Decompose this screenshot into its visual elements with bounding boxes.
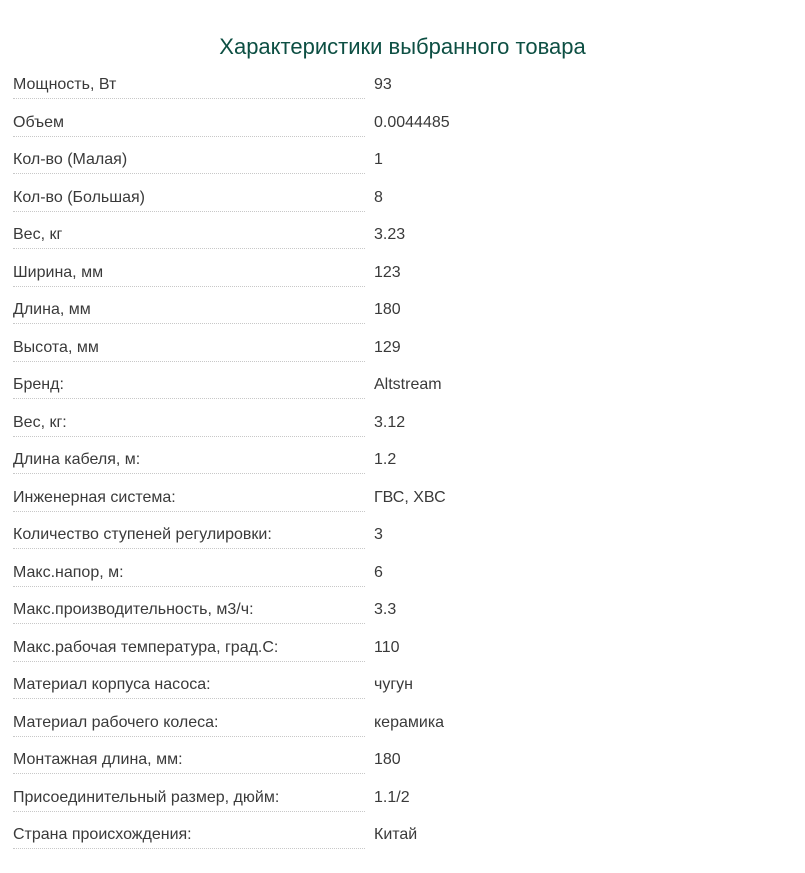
- spec-value: Altstream: [374, 376, 442, 393]
- spec-row: [10, 780, 800, 818]
- spec-row: [10, 67, 800, 105]
- spec-row: [10, 667, 800, 705]
- spec-label: Вес, кг:: [13, 405, 365, 437]
- spec-row: [10, 180, 800, 218]
- spec-value: 180: [374, 301, 401, 318]
- spec-value: 0.0044485: [374, 113, 450, 131]
- spec-label: Страна происхождения:: [13, 817, 365, 849]
- spec-value: 8: [374, 188, 383, 206]
- spec-value: 123: [374, 263, 401, 281]
- spec-row: [10, 442, 800, 480]
- spec-row: [10, 142, 800, 180]
- spec-label: Вес, кг: [13, 217, 365, 249]
- spec-label: Ширина, мм: [13, 255, 365, 287]
- spec-value: 3.12: [374, 413, 406, 431]
- spec-label: Высота, мм: [13, 330, 365, 362]
- spec-value: 3: [374, 526, 383, 543]
- spec-label: Макс.напор, м:: [13, 555, 365, 587]
- spec-row: [10, 105, 800, 143]
- spec-label: Длина, мм: [13, 292, 365, 324]
- spec-label: Монтажная длина, мм:: [13, 742, 365, 774]
- spec-label: Бренд:: [13, 367, 365, 399]
- spec-row: [10, 367, 800, 405]
- spec-row: [10, 592, 800, 630]
- spec-label: Длина кабеля, м:: [13, 442, 365, 474]
- spec-row: [10, 480, 800, 518]
- spec-value: 1: [374, 151, 383, 168]
- spec-row: [10, 405, 800, 443]
- spec-row: [10, 630, 800, 668]
- spec-value: 129: [374, 338, 401, 356]
- spec-row: [10, 217, 800, 255]
- spec-value: 3.23: [374, 226, 406, 243]
- spec-value: чугун: [374, 676, 414, 693]
- spec-value: 180: [374, 751, 401, 768]
- spec-label: Кол-во (Большая): [13, 180, 365, 212]
- spec-value: 3.3: [374, 601, 397, 618]
- spec-label: Кол-во (Малая): [13, 142, 365, 174]
- spec-row: [10, 817, 800, 855]
- spec-label: Макс.рабочая температура, град.С:: [13, 630, 365, 662]
- spec-row: [10, 292, 800, 330]
- spec-value: ГВС, ХВС: [374, 488, 446, 506]
- spec-row: [10, 330, 800, 368]
- spec-label: Присоединительный размер, дюйм:: [13, 780, 365, 812]
- spec-value: 110: [374, 638, 400, 656]
- spec-row: [10, 555, 800, 593]
- spec-label: Мощность, Вт: [13, 67, 365, 99]
- spec-value: 1.1/2: [374, 788, 410, 806]
- spec-value: 6: [374, 563, 383, 581]
- spec-row: [10, 517, 800, 555]
- spec-label: Инженерная система:: [13, 480, 365, 512]
- spec-value: Китай: [374, 826, 418, 843]
- page-title: Характеристики выбранного товара: [219, 34, 586, 59]
- spec-value: 1.2: [374, 451, 397, 468]
- spec-value: керамика: [374, 713, 445, 731]
- spec-label: Материал рабочего колеса:: [13, 705, 365, 737]
- spec-label: Макс.производительность, м3/ч:: [13, 592, 365, 624]
- specs-table: [10, 67, 800, 855]
- spec-label: Количество ступеней регулировки:: [13, 517, 365, 549]
- spec-row: [10, 742, 800, 780]
- spec-row: [10, 255, 800, 293]
- spec-label: Объем: [13, 105, 365, 137]
- spec-value: 93: [374, 76, 392, 93]
- spec-label: Материал корпуса насоса:: [13, 667, 365, 699]
- spec-row: [10, 705, 800, 743]
